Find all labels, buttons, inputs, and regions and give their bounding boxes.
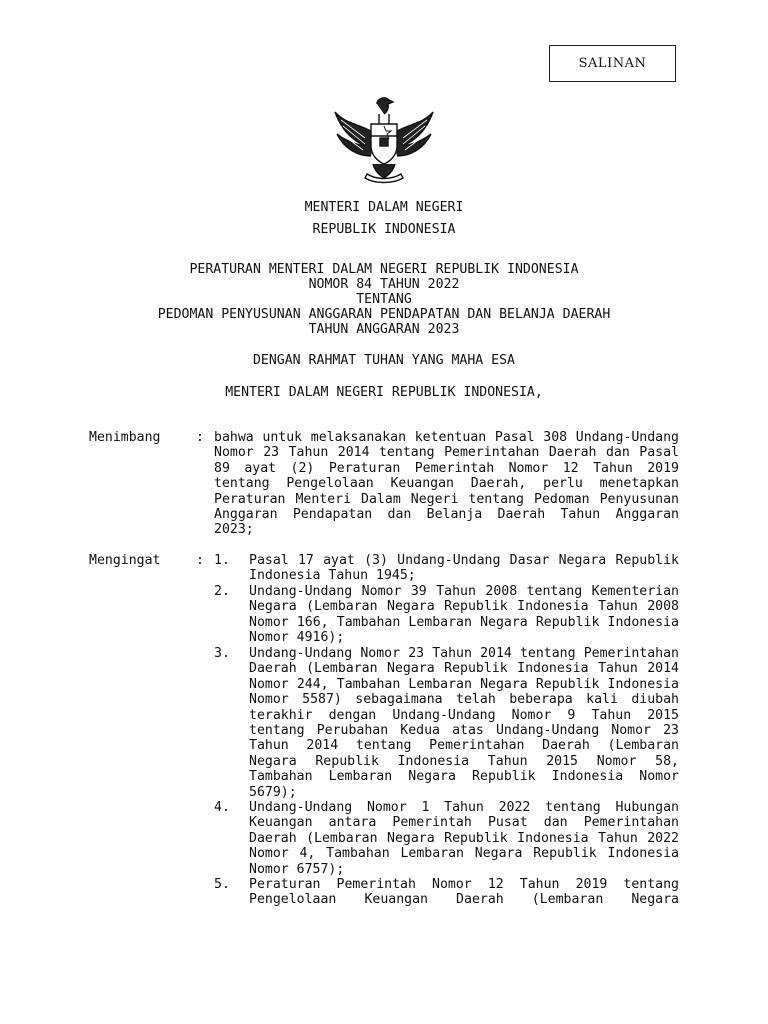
garuda-emblem-icon bbox=[331, 94, 437, 186]
salinan-stamp: SALINAN bbox=[549, 45, 676, 82]
mengingat-label: Mengingat bbox=[89, 553, 161, 568]
menimbang-text: bahwa untuk melaksanakan ketentuan Pasal 308 Undang-Undang Nomor 23 Tahun 2014 tentang Pemerintahan Daerah dan Pasal 89 ayat (2) Peraturan Pemerintah Nomor 12 Tahun 2019 tentang Pengelolaan Keuangan Daerah, perlu menetapkan Peraturan Menteri Dalam Negeri tentang Pedoman Penyusunan Anggaran Pendapatan dan Belanja Daerah Tahun Anggaran 2023; bbox=[214, 430, 679, 538]
list-item-text: Undang-Undang Nomor 1 Tahun 2022 tentang Hubungan Keuangan antara Pemerintah Pusat dan Pemerintahan Daerah (Lembaran Negara Republik Indonesia Tahun 2022 Nomor 4, Tambahan Lembaran Negara Republik Indonesia Nomor 6757); bbox=[249, 800, 679, 877]
regulation-title-line: PERATURAN MENTERI DALAM NEGERI REPUBLIK INDONESIA bbox=[189, 262, 579, 277]
list-item-text: Undang-Undang Nomor 23 Tahun 2014 tentang Pemerintahan Daerah (Lembaran Negara Republik Indonesia Tahun 2014 Nomor 244, Tambahan Lembaran Negara Republik Indonesia Nomor 5587) sebagaimana telah beberapa kali diubah terakhir dengan Undang-Undang Nomor 9 Tahun 2015 tentang Perubahan Kedua atas Undang-Undang Nomor 23 Tahun 2014 tentang Pemerintahan Daerah (Lembaran Negara Republik Indonesia Tahun 2015 Nomor 58, Tambahan Lembaran Negara Republik Indonesia Nomor 5679); bbox=[249, 646, 679, 800]
blessing-line: DENGAN RAHMAT TUHAN YANG MAHA ESA bbox=[252, 353, 515, 368]
menimbang-colon: : bbox=[196, 430, 204, 445]
list-item-text: Peraturan Pemerintah Nomor 12 Tahun 2019 tentang Pengelolaan Keuangan Daerah (Lembaran Negara bbox=[249, 877, 679, 908]
office-title-line2: REPUBLIK INDONESIA bbox=[312, 222, 456, 237]
regulation-year-line: TAHUN ANGGARAN 2023 bbox=[308, 322, 460, 337]
list-item-text: Undang-Undang Nomor 39 Tahun 2008 tentang Kementerian Negara (Lembaran Negara Republik Indonesia Tahun 2008 Nomor 166, Tambahan Lembaran Negara Republik Indonesia Nomor 4916); bbox=[249, 584, 679, 646]
list-item-text: Pasal 17 ayat (3) Undang-Undang Dasar Negara Republik Indonesia Tahun 1945; bbox=[249, 553, 679, 584]
mengingat-colon: : bbox=[196, 553, 204, 568]
list-item-number: 5. bbox=[214, 877, 230, 892]
list-item-number: 4. bbox=[214, 800, 230, 815]
issuer-line: MENTERI DALAM NEGERI REPUBLIK INDONESIA, bbox=[225, 385, 543, 400]
menimbang-label: Menimbang bbox=[89, 430, 161, 445]
list-item-number: 1. bbox=[214, 553, 230, 568]
list-item-number: 2. bbox=[214, 584, 230, 599]
list-item-number: 3. bbox=[214, 646, 230, 661]
office-title-line1: MENTERI DALAM NEGERI bbox=[304, 200, 464, 215]
regulation-subject-line: PEDOMAN PENYUSUNAN ANGGARAN PENDAPATAN DAN BELANJA DAERAH bbox=[157, 307, 611, 322]
regulation-tentang-line: TENTANG bbox=[356, 292, 412, 307]
regulation-number-line: NOMOR 84 TAHUN 2022 bbox=[308, 277, 460, 292]
